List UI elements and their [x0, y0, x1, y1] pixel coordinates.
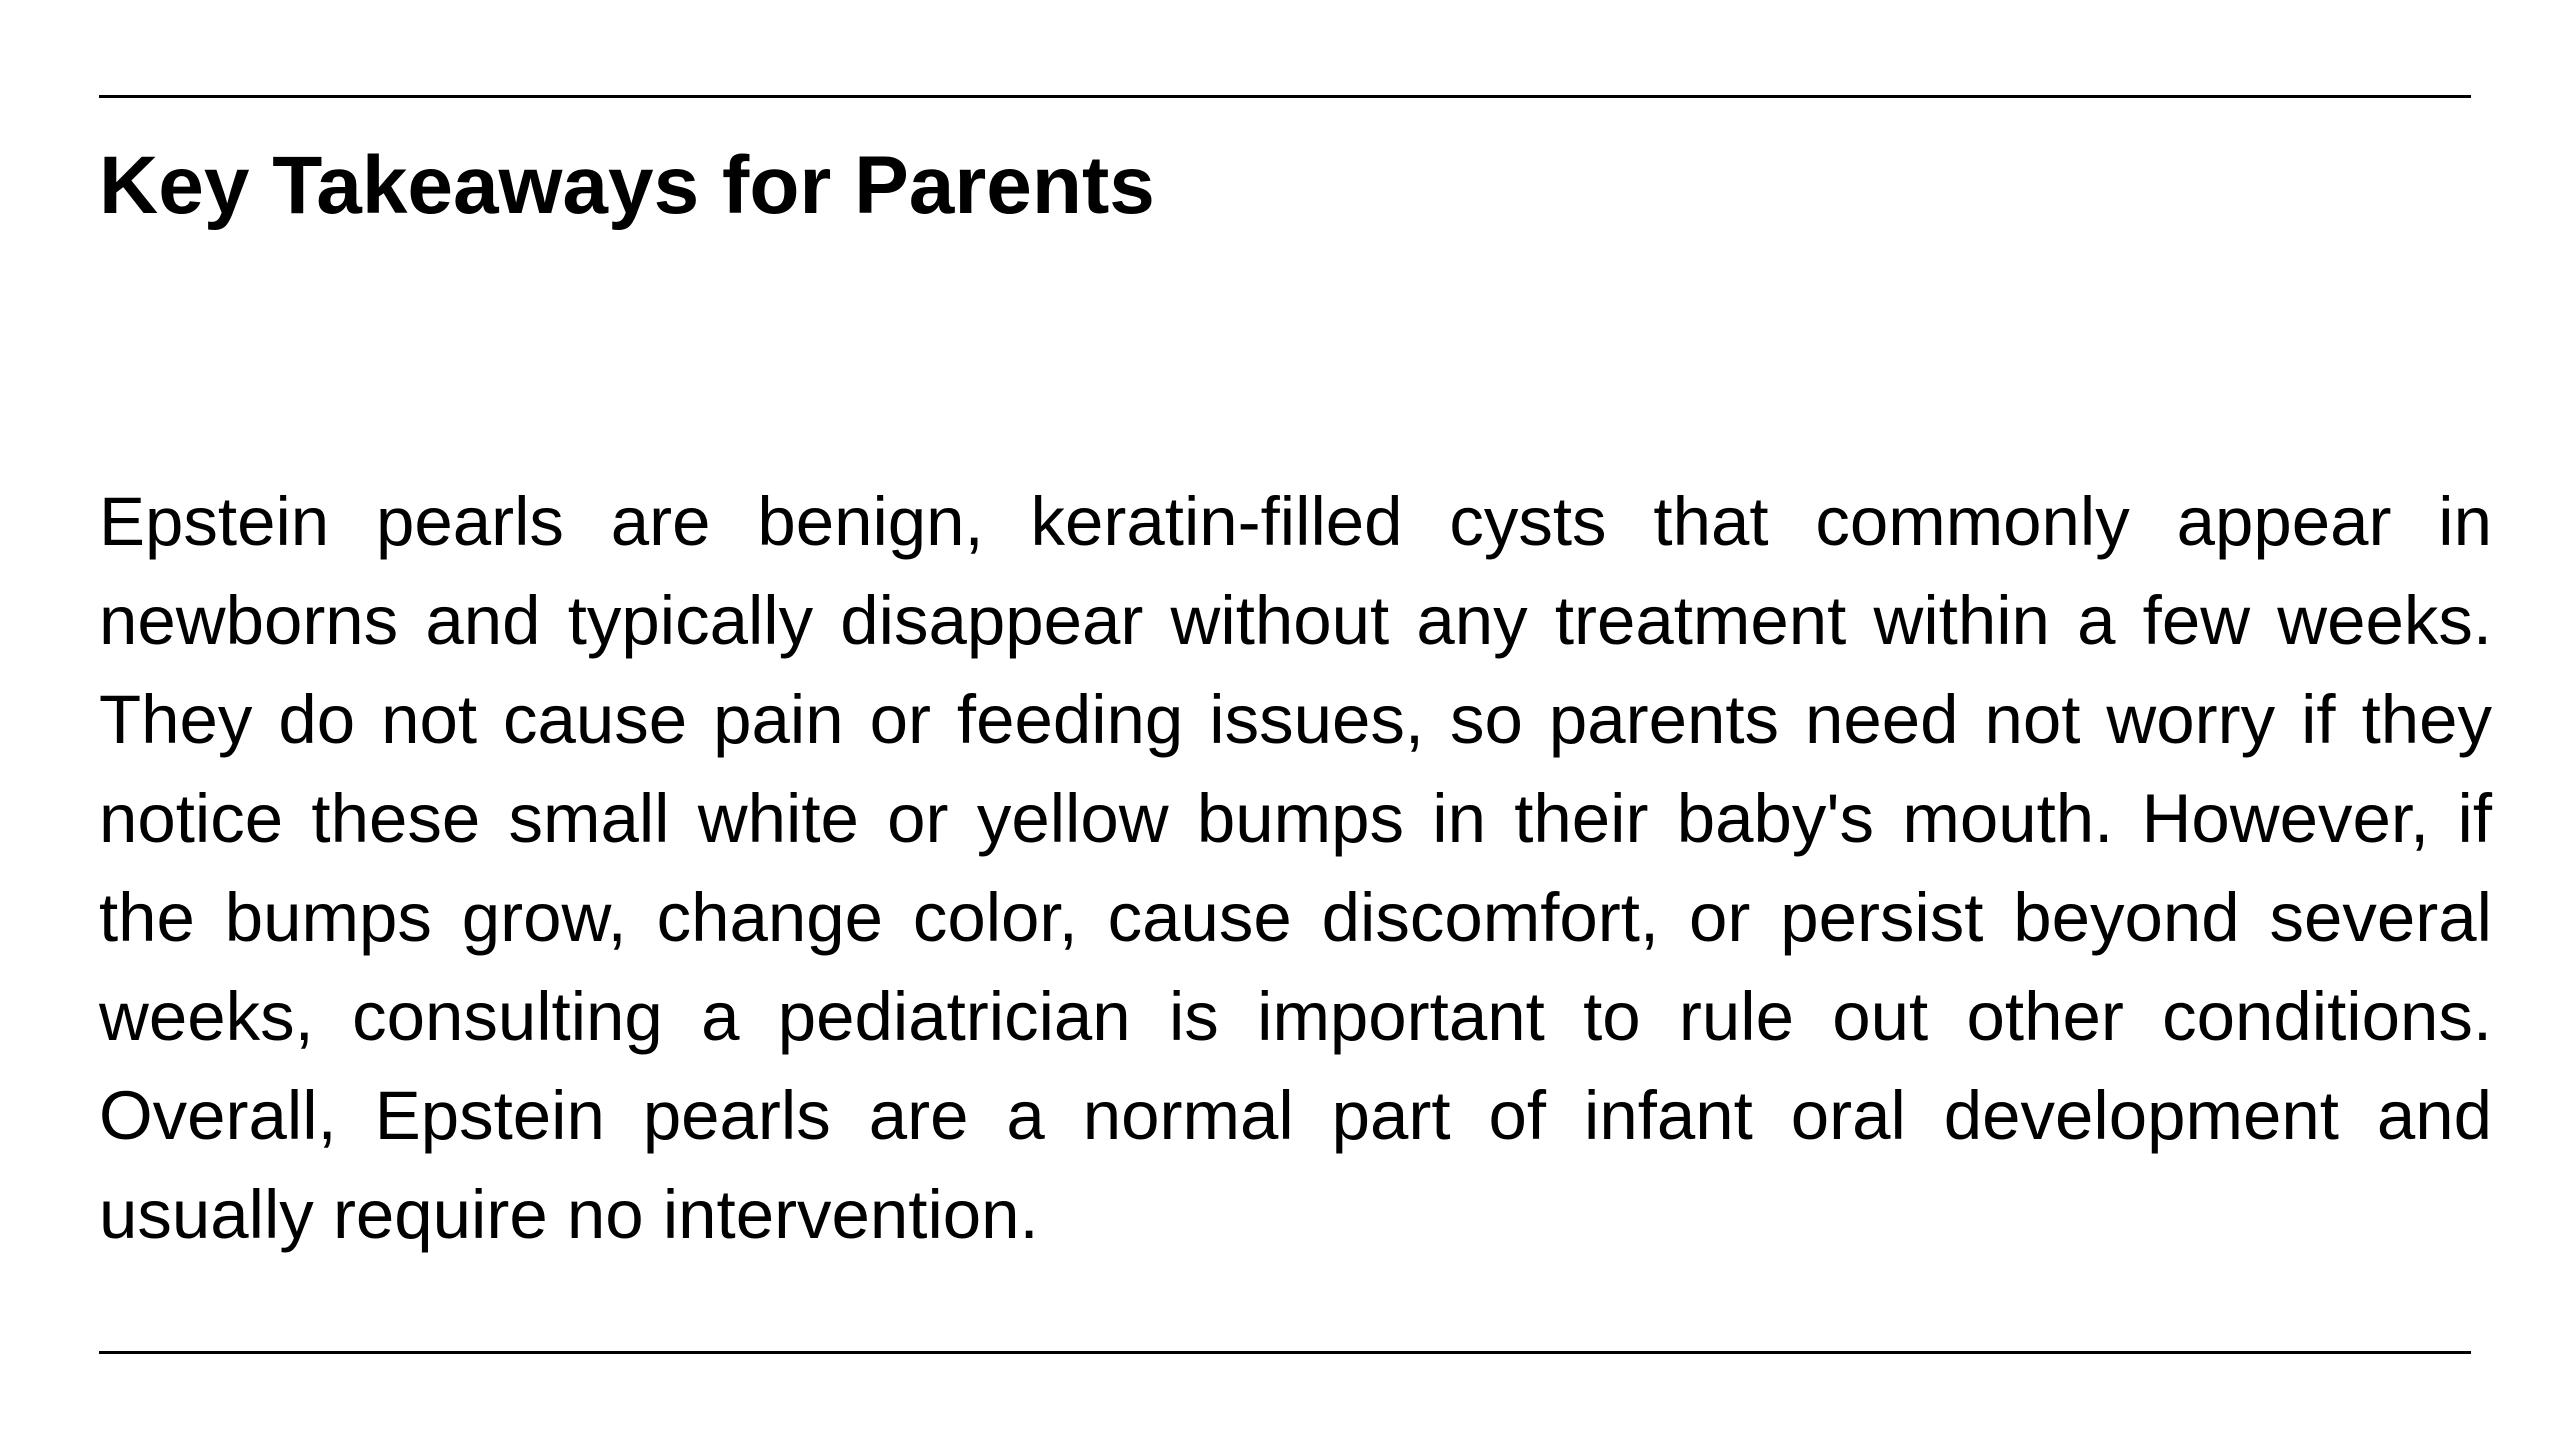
top-divider — [99, 95, 2471, 98]
section-paragraph: Epstein pearls are benign, keratin-filled cysts that commonly appear in newborns and typically disappear without any treatment within a few weeks. They do not cause pain or feeding issues, so parents need not worry if they notice these small white or yellow bumps in their baby's mouth. However, if the bumps grow, change color, cause discomfort, or persist beyond several weeks, consulting a pediatrician is important to rule out other conditions. Overall, Epstein pearls are a normal part of infant oral development and usually require no intervention. — [99, 483, 2492, 1253]
bottom-divider — [99, 1351, 2471, 1354]
section-heading: Key Takeaways for Parents — [99, 140, 1155, 231]
